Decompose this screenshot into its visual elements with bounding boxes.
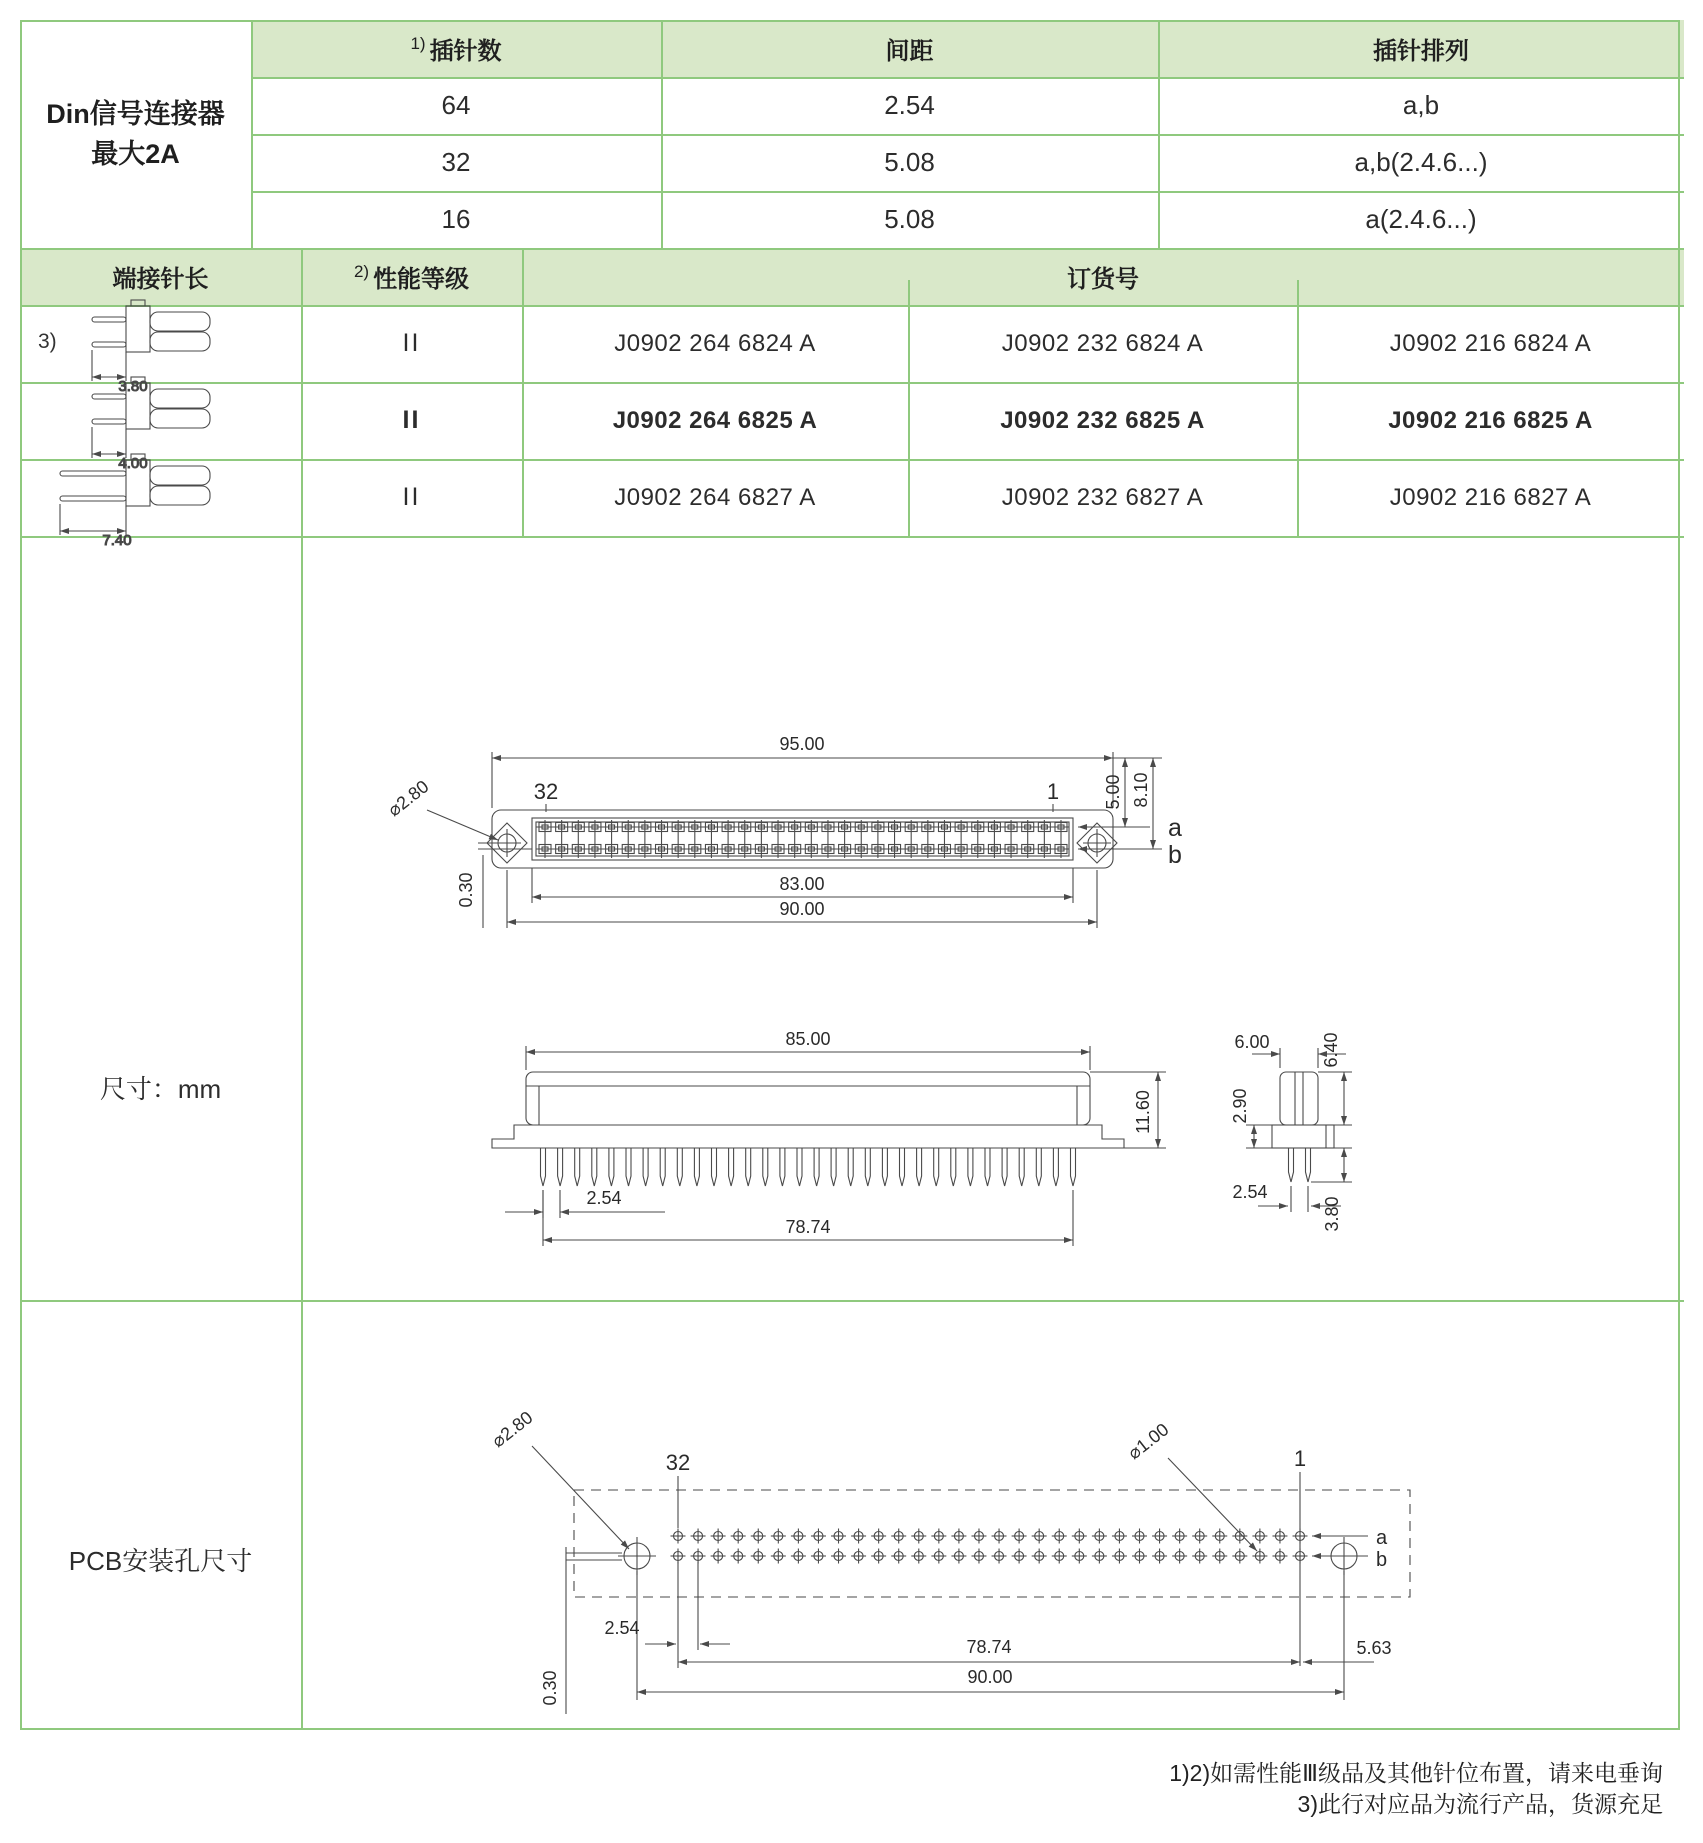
footnote-1: 1)2)如需性能Ⅲ级品及其他针位布置，请来电垂询 (1169, 1760, 1663, 1786)
svg-text:4.00: 4.00 (118, 455, 148, 472)
order-number: J0902 264 6827 A (614, 483, 816, 511)
footnote-marker-1: 1) (410, 33, 426, 53)
dim-label: 78.74 (966, 1637, 1012, 1657)
row-a-label: a (1376, 1527, 1388, 1549)
order-number: J0902 216 6825 A (1388, 406, 1593, 434)
dim-label: 5.63 (1356, 1638, 1392, 1658)
grade-value: II (402, 406, 421, 434)
front-pins (541, 1148, 1076, 1186)
svg-text:7.40: 7.40 (102, 532, 132, 549)
pcb-hole-grid (671, 1529, 1308, 1564)
pin32-label: 32 (665, 1450, 691, 1475)
dim-label: 90.00 (779, 899, 825, 919)
pin-dia-label: ⌀1.00 (1124, 1419, 1173, 1464)
row-b-label: b (1168, 841, 1182, 869)
dimensions-section-label: 尺寸：mm (99, 1073, 222, 1104)
pcb-section-label: PCB安装孔尺寸 (68, 1545, 253, 1576)
pins-value: 16 (441, 204, 471, 234)
dim-label: 3.80 (1322, 1196, 1342, 1232)
dim-label: 2.90 (1230, 1088, 1250, 1124)
pin1-label: 1 (1293, 1446, 1307, 1471)
dim-label: 95.00 (779, 734, 825, 754)
dim-label: 2.54 (604, 1618, 640, 1638)
hole-dia-label: ⌀2.80 (488, 1407, 537, 1452)
connector-front-view (492, 1046, 1166, 1246)
pitch-value: 5.08 (884, 147, 935, 177)
dim-label: 5.00 (1103, 774, 1123, 810)
dim-label: 0.30 (540, 1670, 560, 1706)
row-a-label: a (1168, 814, 1182, 842)
dim-label: 8.10 (1131, 772, 1151, 808)
order-number: J0902 264 6825 A (612, 406, 818, 434)
pins-value: 32 (441, 147, 471, 177)
order-number: J0902 232 6827 A (1001, 483, 1204, 511)
col-header-arrangement: 插针排列 (1373, 38, 1469, 65)
dim-label: 2.54 (586, 1188, 622, 1208)
col-header-grade-label: 性能等级 (373, 266, 470, 293)
order-number: J0902 216 6827 A (1389, 483, 1592, 511)
dim-label: 85.00 (785, 1029, 831, 1049)
footnote-marker-3: 3) (38, 330, 57, 353)
pin1-label: 1 (1046, 779, 1060, 804)
pitch-value: 5.08 (884, 204, 935, 234)
row-b-label: b (1376, 1549, 1388, 1571)
dim-label: 78.74 (785, 1217, 831, 1237)
arrangement-value: a,b (1402, 90, 1440, 120)
dim-label: 90.00 (967, 1667, 1013, 1687)
dim-label: 83.00 (779, 874, 825, 894)
pin-length-icons (60, 300, 210, 549)
product-rating: 最大2A (91, 139, 180, 169)
arrangement-value: a(2.4.6...) (1365, 204, 1477, 234)
arrangement-value: a,b(2.4.6...) (1354, 147, 1488, 177)
dim-label: 2.54 (1232, 1182, 1268, 1202)
dim-label: 0.30 (456, 872, 476, 908)
product-name: Din信号连接器 (46, 99, 225, 129)
order-number: J0902 216 6824 A (1389, 329, 1592, 357)
dim-label: 11.60 (1133, 1090, 1153, 1134)
col-header-pin-length: 端接针长 (112, 266, 209, 293)
order-number: J0902 232 6825 A (1000, 406, 1205, 434)
hole-dia-label: ⌀2.80 (384, 776, 433, 821)
grade-value: II (402, 329, 421, 357)
footnote-marker-2: 2) (353, 261, 370, 281)
contact-grid (539, 820, 1067, 858)
svg-text:3.80: 3.80 (118, 378, 148, 395)
pitch-value: 2.54 (884, 90, 935, 120)
footnote-2: 3)此行对应品为流行产品，货源充足 (1297, 1791, 1663, 1817)
dim-label: 6.00 (1234, 1032, 1270, 1052)
col-header-pins-label: 插针数 (429, 38, 502, 65)
pins-value: 64 (441, 90, 471, 120)
col-header-order: 订货号 (1067, 266, 1139, 293)
grade-value: II (402, 483, 421, 511)
order-number: J0902 264 6824 A (614, 329, 816, 357)
order-number: J0902 232 6824 A (1001, 329, 1204, 357)
col-header-pitch: 间距 (885, 38, 934, 65)
dim-label: 6.40 (1321, 1032, 1341, 1068)
pin32-label: 32 (533, 779, 559, 804)
